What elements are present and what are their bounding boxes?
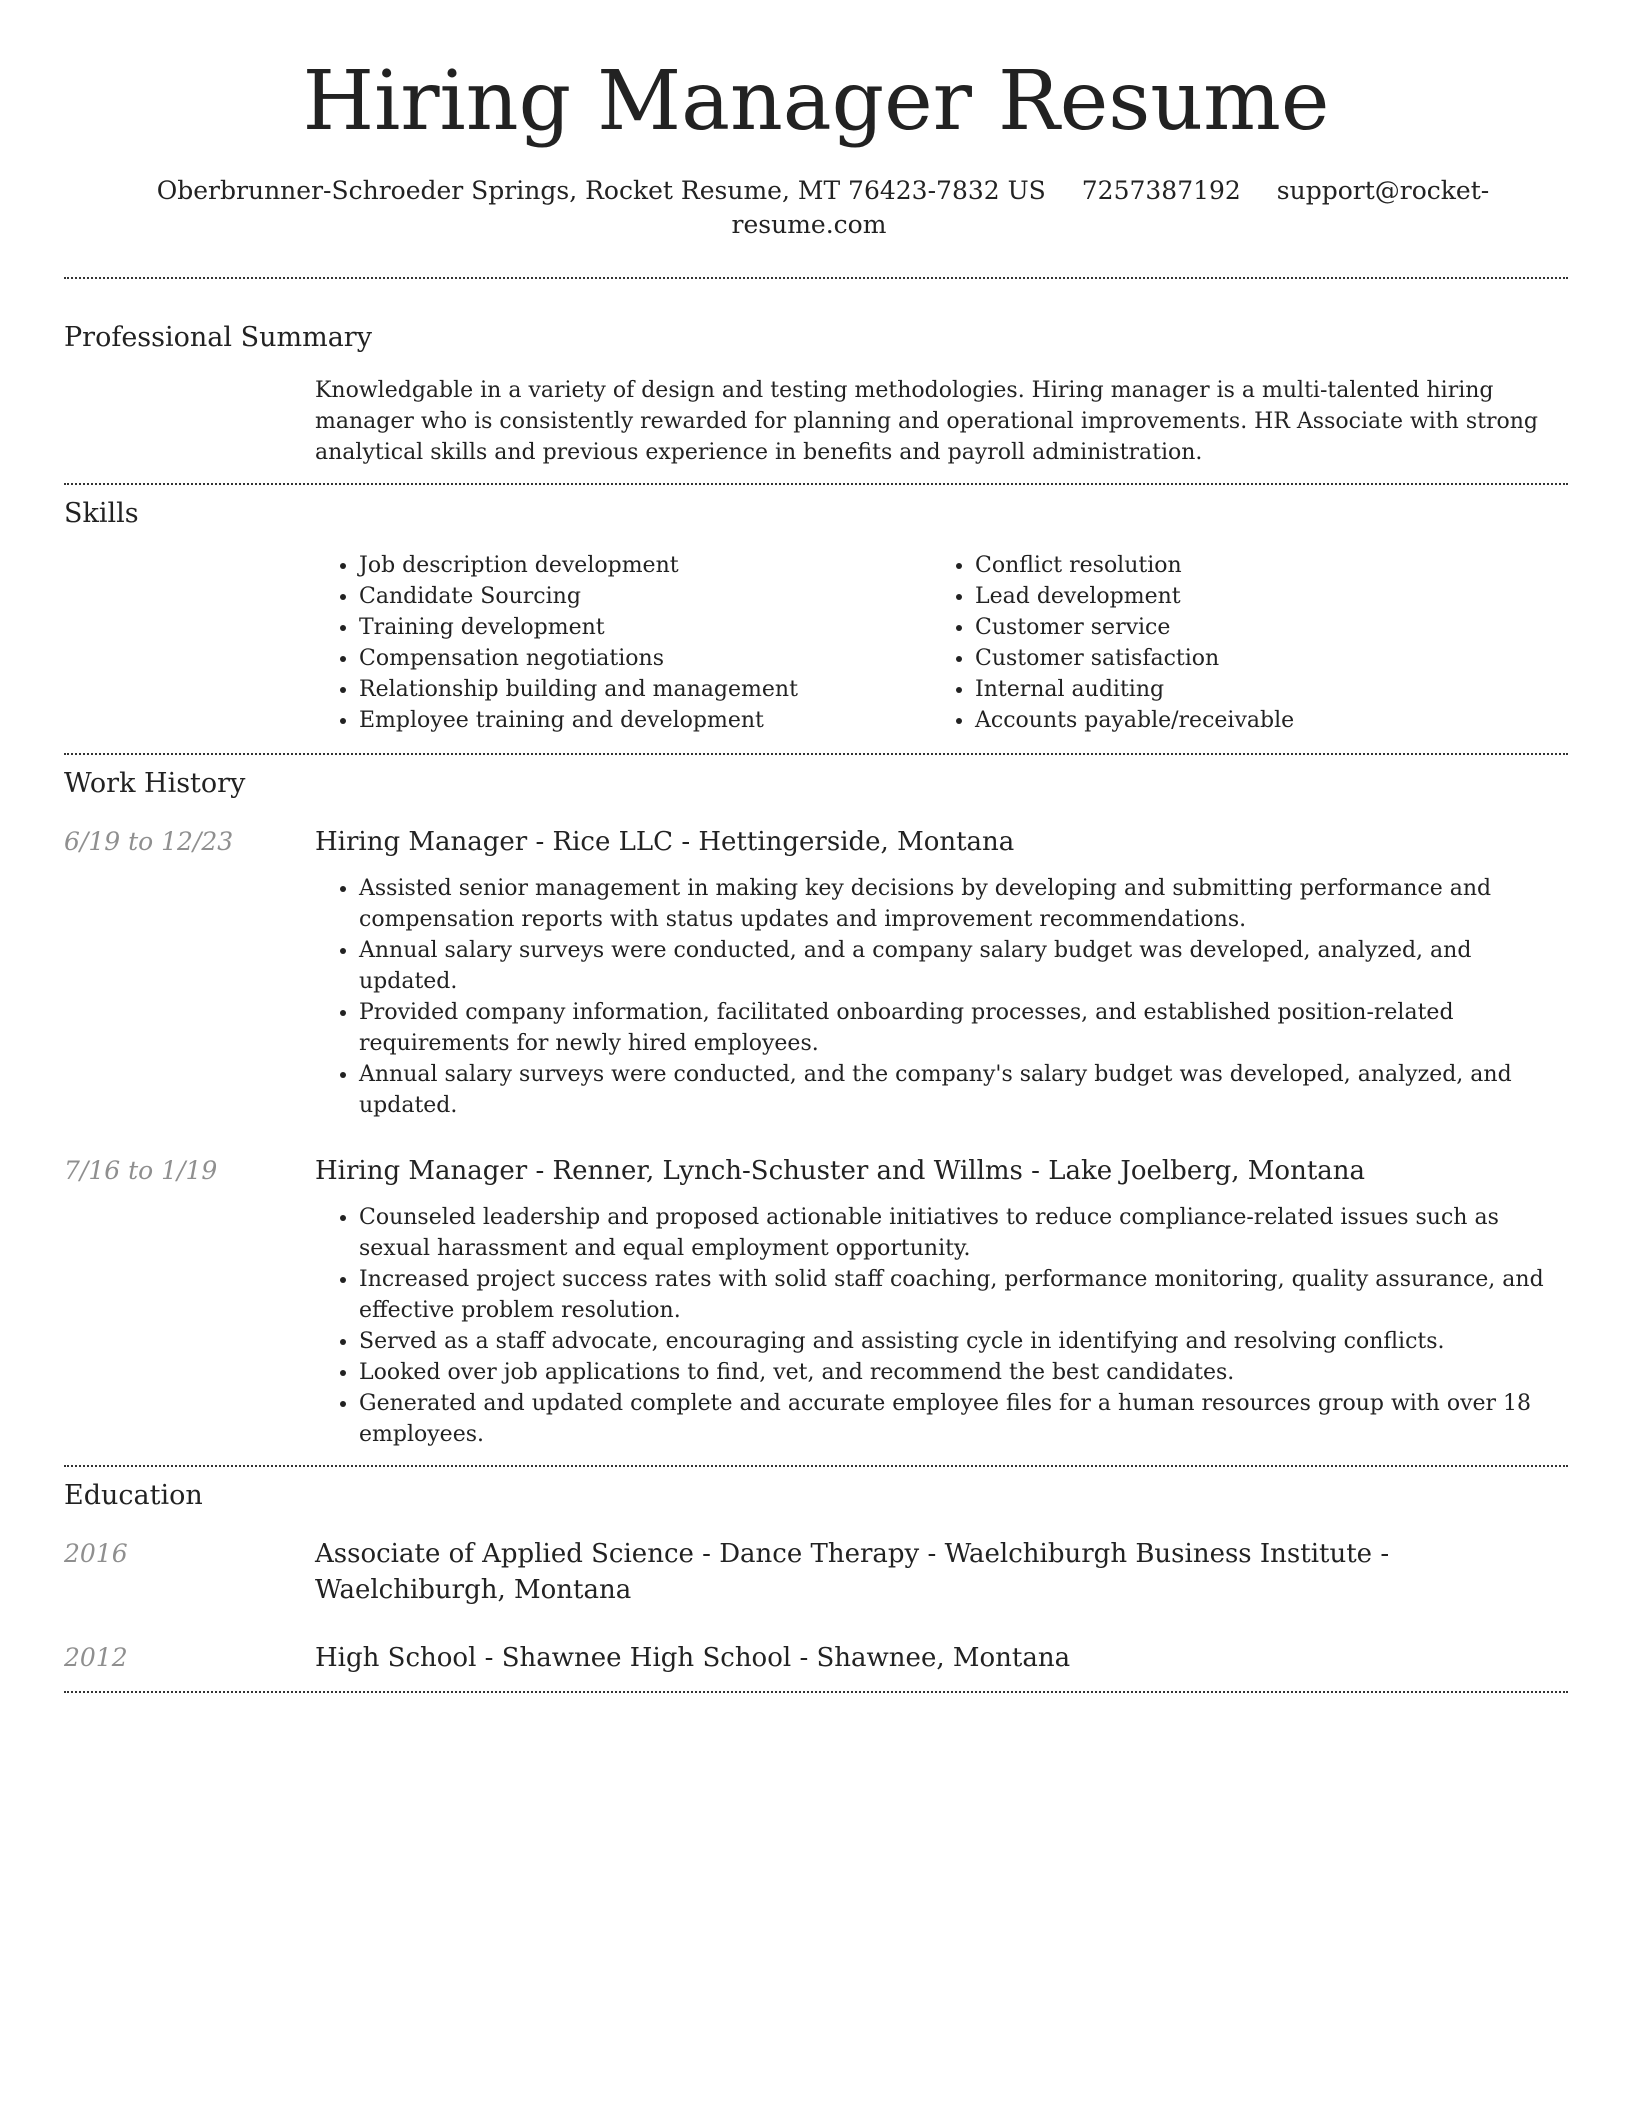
education-year: 2012 bbox=[64, 1643, 128, 1672]
education-entry bbox=[64, 1640, 1568, 1676]
education-degree: Associate of Applied Science - Dance Therapy bbox=[315, 1539, 920, 1569]
list-item: • Provided company information, facilitated onboarding processes, and established position-related requirements for newly hired employees. bbox=[359, 997, 1568, 1059]
education-title bbox=[315, 1536, 1568, 1608]
job-title: Hiring Manager - Rice LLC - Hettingerside, Montana bbox=[315, 827, 1015, 857]
education-heading: Education bbox=[64, 1480, 203, 1511]
skills-list-left bbox=[315, 550, 931, 736]
resume-title: Hiring Manager Resume bbox=[302, 54, 1330, 149]
list-item: • Annual salary surveys were conducted, and a company salary budget was developed, analyzed, and updated. bbox=[359, 935, 1568, 997]
job-entry bbox=[64, 824, 1568, 1121]
contact-line bbox=[64, 174, 1568, 242]
education-school: - Shawnee High School - Shawnee, Montana bbox=[476, 1643, 1071, 1673]
skills-list-right bbox=[931, 550, 1547, 736]
job-bullets bbox=[315, 1202, 1568, 1450]
job-dates: 7/16 to 1/19 bbox=[64, 1156, 218, 1185]
education-year: 2016 bbox=[64, 1539, 128, 1568]
education-entry bbox=[64, 1536, 1568, 1608]
contact-address: Oberbrunner-Schroeder Springs, Rocket Resume, MT 76423-7832 US bbox=[156, 176, 1046, 205]
education-school: - Waelchiburgh Business Institute - Waelchiburgh, Montana bbox=[315, 1539, 1390, 1605]
summary-heading: Professional Summary bbox=[64, 322, 372, 353]
list-item: • Relationship building and management bbox=[359, 674, 931, 705]
list-item: • Customer service bbox=[975, 612, 1547, 643]
summary-text: Knowledgable in a variety of design and testing methodologies. Hiring manager is a multi-talented hiring manager who is consistently rewarded for planning and operational improvements. HR Associate with strong analytical skills and previous experience in benefits and payroll administration. bbox=[315, 378, 1538, 465]
list-item: • Assisted senior management in making key decisions by developing and submitting performance and compensation reports with status updates and improvement recommendations. bbox=[359, 873, 1568, 935]
list-item: • Lead development bbox=[975, 581, 1547, 612]
divider bbox=[64, 1465, 1568, 1467]
divider bbox=[64, 483, 1568, 485]
list-item: • Accounts payable/receivable bbox=[975, 705, 1547, 736]
list-item: • Candidate Sourcing bbox=[359, 581, 931, 612]
divider bbox=[64, 277, 1568, 279]
list-item: • Employee training and development bbox=[359, 705, 931, 736]
job-bullets bbox=[315, 873, 1568, 1121]
list-item: • Internal auditing bbox=[975, 674, 1547, 705]
contact-phone: 7257387192 bbox=[1081, 176, 1241, 205]
education-title bbox=[315, 1640, 1568, 1676]
summary-section bbox=[64, 375, 1568, 468]
job-dates: 6/19 to 12/23 bbox=[64, 827, 234, 856]
list-item: • Increased project success rates with solid staff coaching, performance monitoring, quality assurance, and effective problem resolution. bbox=[359, 1264, 1568, 1326]
list-item: • Training development bbox=[359, 612, 931, 643]
list-item: • Job description development bbox=[359, 550, 931, 581]
divider bbox=[64, 1691, 1568, 1693]
list-item: • Counseled leadership and proposed actionable initiatives to reduce compliance-related issues such as sexual harassment and equal employment opportunity. bbox=[359, 1202, 1568, 1264]
list-item: • Generated and updated complete and accurate employee files for a human resources group with over 18 employees. bbox=[359, 1388, 1568, 1450]
list-item: • Customer satisfaction bbox=[975, 643, 1547, 674]
list-item: • Served as a staff advocate, encouraging and assisting cycle in identifying and resolving conflicts. bbox=[359, 1326, 1568, 1357]
work-heading: Work History bbox=[64, 768, 246, 799]
list-item: • Conflict resolution bbox=[975, 550, 1547, 581]
skills-heading: Skills bbox=[64, 498, 139, 529]
list-item: • Compensation negotiations bbox=[359, 643, 931, 674]
contact-email: support@rocket-resume.com bbox=[731, 176, 1490, 239]
divider bbox=[64, 753, 1568, 755]
list-item: • Looked over job applications to find, vet, and recommend the best candidates. bbox=[359, 1357, 1568, 1388]
job-entry bbox=[64, 1153, 1568, 1450]
skills-section bbox=[64, 550, 1568, 736]
list-item: • Annual salary surveys were conducted, and the company's salary budget was developed, analyzed, and updated. bbox=[359, 1059, 1568, 1121]
education-degree: High School bbox=[315, 1643, 477, 1673]
job-title: Hiring Manager - Renner, Lynch-Schuster and Willms - Lake Joelberg, Montana bbox=[315, 1156, 1366, 1186]
